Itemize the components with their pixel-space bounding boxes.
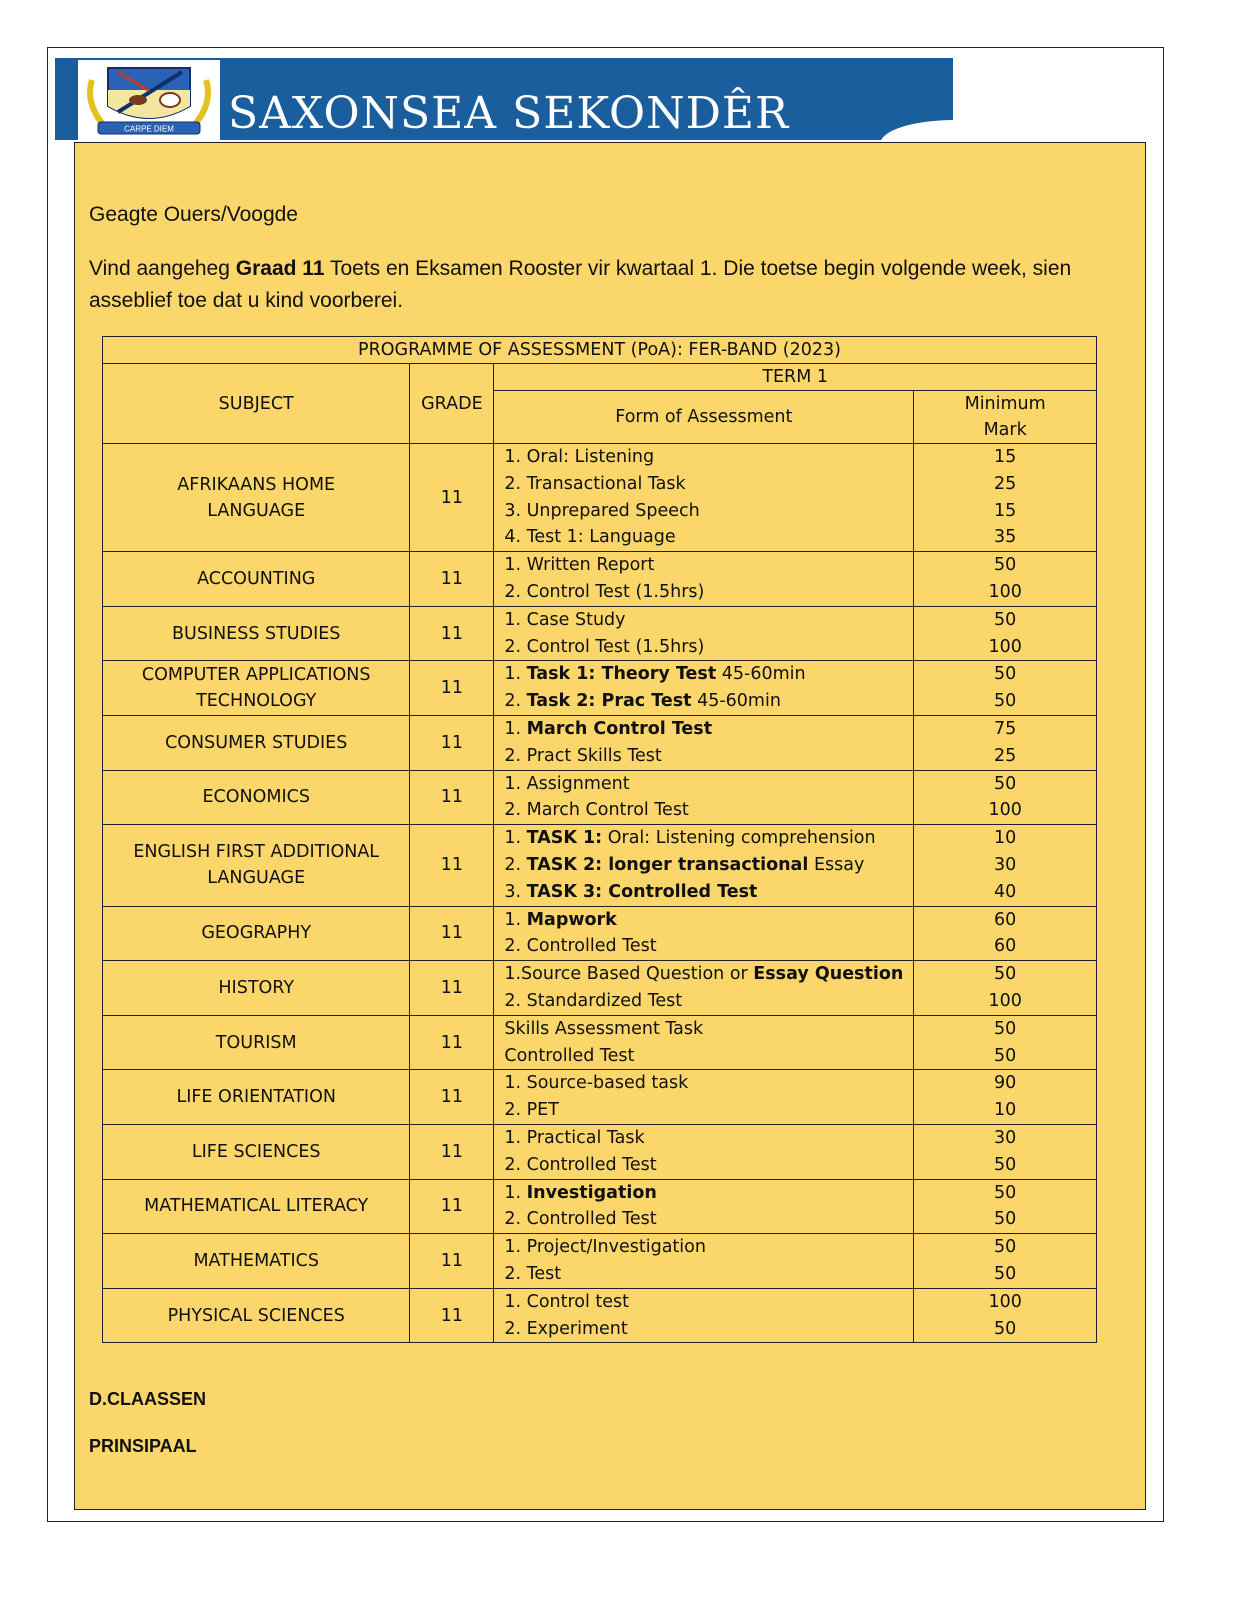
subject-cell: TOURISM [103, 1015, 410, 1070]
min-mark-value: 40 [994, 881, 1017, 902]
table-row [103, 661, 1097, 716]
min-mark-cell [914, 606, 1097, 661]
min-mark-cell [914, 444, 1097, 552]
min-mark-value: 50 [994, 555, 1017, 576]
table-row [103, 1288, 1097, 1343]
assessment-cell [494, 961, 914, 1016]
min-mark-value: 50 [994, 1237, 1017, 1258]
min-mark-value: 50 [994, 1318, 1017, 1339]
min-mark-value: 50 [994, 691, 1017, 712]
table-row [103, 770, 1097, 825]
subject-cell: BUSINESS STUDIES [103, 606, 410, 661]
subject-cell: MATHEMATICS [103, 1234, 410, 1289]
assessment-task: 3. Unprepared Speech [504, 500, 700, 521]
subject-cell: ENGLISH FIRST ADDITIONAL LANGUAGE [103, 825, 410, 906]
min-mark-value: 60 [994, 936, 1017, 957]
subject-cell: PHYSICAL SCIENCES [103, 1288, 410, 1343]
grade-cell: 11 [410, 1124, 494, 1179]
min-mark-cell [914, 552, 1097, 607]
min-mark-cell [914, 1070, 1097, 1125]
assessment-cell [494, 1288, 914, 1343]
min-mark-value: 10 [994, 828, 1017, 849]
assessment-task: 1. TASK 1: Oral: Listening comprehension [504, 828, 876, 849]
grade-cell: 11 [410, 444, 494, 552]
subject-cell: MATHEMATICAL LITERACY [103, 1179, 410, 1234]
assessment-task: 2. Controlled Test [504, 936, 657, 957]
table-row [103, 906, 1097, 961]
assessment-task: 2. Test [504, 1263, 562, 1284]
subject-cell: AFRIKAANS HOME LANGUAGE [103, 444, 410, 552]
column-header-term: TERM 1 [494, 364, 1097, 391]
grade-cell: 11 [410, 961, 494, 1016]
assessment-cell [494, 661, 914, 716]
min-mark-cell [914, 770, 1097, 825]
greeting: Geagte Ouers/Voogde [89, 203, 298, 226]
min-mark-cell [914, 661, 1097, 716]
assessment-task: Controlled Test [504, 1045, 635, 1066]
min-mark-value: 100 [988, 990, 1022, 1011]
table-row [103, 825, 1097, 906]
table-row [103, 1234, 1097, 1289]
signatory-name: D.CLAASSEN [89, 1389, 207, 1409]
assessment-task: 2. Transactional Task [504, 473, 686, 494]
assessment-task: 1. Assignment [504, 773, 630, 794]
assessment-cell [494, 906, 914, 961]
table-row [103, 444, 1097, 552]
assessment-task: 2. Experiment [504, 1318, 628, 1339]
min-mark-value: 15 [994, 447, 1017, 467]
min-mark-value: 50 [994, 1263, 1017, 1284]
min-mark-value: 50 [994, 1182, 1017, 1203]
subject-cell: LIFE ORIENTATION [103, 1070, 410, 1125]
subject-cell: LIFE SCIENCES [103, 1124, 410, 1179]
grade-cell: 11 [410, 1179, 494, 1234]
min-mark-value: 50 [994, 1045, 1017, 1066]
assessment-cell [494, 1179, 914, 1234]
table-row [103, 1179, 1097, 1234]
grade-cell: 11 [410, 906, 494, 961]
min-mark-value: 50 [994, 1154, 1017, 1175]
assessment-task: 2. Controlled Test [504, 1209, 657, 1230]
assessment-task: 2. Control Test (1.5hrs) [504, 581, 705, 602]
min-mark-cell [914, 1288, 1097, 1343]
assessment-task: 1. Task 1: Theory Test 45-60min [504, 664, 806, 685]
assessment-task: 4. Test 1: Language [504, 527, 676, 548]
min-mark-value: 25 [994, 473, 1017, 494]
min-mark-cell [914, 1124, 1097, 1179]
min-mark-value: 50 [994, 664, 1017, 685]
grade-cell: 11 [410, 715, 494, 770]
assessment-cell [494, 1070, 914, 1125]
table-row [103, 552, 1097, 607]
assessment-cell [494, 1234, 914, 1289]
grade-cell: 11 [410, 825, 494, 906]
assessment-task: 2. TASK 2: longer transactional Essay [504, 854, 865, 875]
assessment-task: 1. Oral: Listening [504, 447, 655, 467]
assessment-task: 1. Practical Task [504, 1127, 645, 1148]
grade-cell: 11 [410, 661, 494, 716]
min-mark-value: 50 [994, 964, 1017, 985]
subject-cell: ACCOUNTING [103, 552, 410, 607]
grade-cell: 11 [410, 770, 494, 825]
min-mark-value: 100 [988, 581, 1022, 602]
column-header-form: Form of Assessment [494, 391, 914, 444]
grade-cell: 11 [410, 1234, 494, 1289]
assessment-task: 2. Task 2: Prac Test 45-60min [504, 691, 781, 712]
assessment-task: 1.Source Based Question or Essay Question [504, 964, 904, 985]
min-mark-value: 75 [994, 718, 1017, 739]
min-mark-value: 50 [994, 1018, 1017, 1039]
assessment-cell [494, 444, 914, 552]
grade-cell: 11 [410, 1288, 494, 1343]
subject-cell: GEOGRAPHY [103, 906, 410, 961]
assessment-task: 2. Control Test (1.5hrs) [504, 636, 705, 657]
table-row [103, 1015, 1097, 1070]
min-mark-cell [914, 825, 1097, 906]
assessment-cell [494, 770, 914, 825]
assessment-cell [494, 552, 914, 607]
min-mark-value: 50 [994, 609, 1017, 630]
table-row [103, 715, 1097, 770]
min-mark-value: 30 [994, 854, 1017, 875]
assessment-task: 1. Mapwork [504, 909, 617, 930]
grade-cell: 11 [410, 1070, 494, 1125]
min-mark-cell [914, 715, 1097, 770]
assessment-task: 1. Project/Investigation [504, 1237, 706, 1258]
table-row [103, 1070, 1097, 1125]
grade-cell: 11 [410, 606, 494, 661]
column-header-min-mark: Minimum Mark [914, 391, 1097, 444]
min-mark-cell [914, 1234, 1097, 1289]
subject-cell: CONSUMER STUDIES [103, 715, 410, 770]
min-mark-value: 90 [994, 1073, 1017, 1094]
grade-cell: 11 [410, 552, 494, 607]
assessment-cell [494, 1124, 914, 1179]
table-title: PROGRAMME OF ASSESSMENT (PoA): FER-BAND (2023) [103, 337, 1097, 364]
min-mark-cell [914, 906, 1097, 961]
min-mark-value: 100 [988, 636, 1022, 657]
assessment-task: 1. Control test [504, 1291, 630, 1312]
intro-paragraph: Vind aangeheg Graad 11 Toets en Eksamen Rooster vir kwartaal 1. Die toetse begin volgende week, sien asseblief toe dat u kind voorberei. [89, 257, 1072, 312]
grade-cell: 11 [410, 1015, 494, 1070]
signatory-title: PRINSIPAAL [89, 1436, 197, 1456]
min-mark-cell [914, 1015, 1097, 1070]
min-mark-value: 100 [988, 800, 1022, 821]
assessment-task: 2. Pract Skills Test [504, 745, 662, 766]
column-header-grade: GRADE [410, 364, 494, 444]
min-mark-cell [914, 1179, 1097, 1234]
subject-cell: HISTORY [103, 961, 410, 1016]
min-mark-value: 25 [994, 745, 1017, 766]
min-mark-value: 35 [994, 527, 1017, 548]
school-name: SAXONSEA SEKONDÊR [228, 88, 790, 139]
min-mark-value: 50 [994, 1209, 1017, 1230]
assessment-cell [494, 825, 914, 906]
school-crest-icon [78, 60, 220, 140]
assessment-task: 2. March Control Test [504, 800, 689, 821]
assessment-table [102, 336, 1097, 1343]
assessment-task: 1. March Control Test [504, 718, 713, 739]
min-mark-cell [914, 961, 1097, 1016]
assessment-task: 2. PET [504, 1100, 559, 1121]
min-mark-value: 15 [994, 500, 1017, 521]
table-row [103, 961, 1097, 1016]
assessment-cell [494, 606, 914, 661]
assessment-cell [494, 1015, 914, 1070]
table-row [103, 1124, 1097, 1179]
min-mark-value: 60 [994, 909, 1017, 930]
assessment-task: 1. Written Report [504, 555, 655, 576]
assessment-task: 2. Controlled Test [504, 1154, 657, 1175]
min-mark-value: 50 [994, 773, 1017, 794]
assessment-task: 2. Standardized Test [504, 990, 683, 1011]
assessment-table-body [103, 444, 1097, 1343]
assessment-task: 1. Investigation [504, 1182, 657, 1203]
subject-cell: ECONOMICS [103, 770, 410, 825]
min-mark-value: 30 [994, 1127, 1017, 1148]
assessment-task: 3. TASK 3: Controlled Test [504, 881, 758, 902]
min-mark-value: 100 [988, 1291, 1022, 1312]
assessment-task: Skills Assessment Task [504, 1018, 704, 1039]
assessment-task: 1. Source-based task [504, 1073, 689, 1094]
table-row [103, 606, 1097, 661]
assessment-task: 1. Case Study [504, 609, 626, 630]
column-header-subject: SUBJECT [103, 364, 410, 444]
svg-text:CARPE DIEM: CARPE DIEM [124, 124, 174, 134]
subject-cell: COMPUTER APPLICATIONS TECHNOLOGY [103, 661, 410, 716]
min-mark-value: 10 [994, 1100, 1017, 1121]
assessment-cell [494, 715, 914, 770]
